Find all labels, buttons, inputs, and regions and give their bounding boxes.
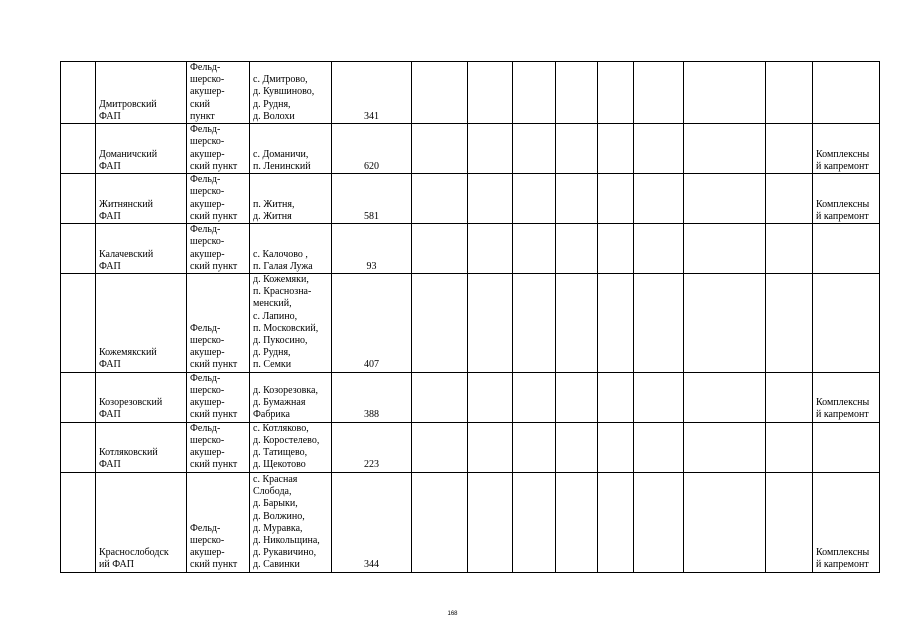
- empty-cell: [766, 124, 813, 174]
- empty-cell: [61, 274, 96, 373]
- empty-cell: [412, 174, 468, 224]
- table-row: [61, 472, 880, 572]
- note-cell: [813, 274, 880, 373]
- facility-name-cell: Доманичский ФАП: [96, 124, 187, 174]
- table-row: [61, 274, 880, 373]
- empty-cell: [556, 472, 598, 572]
- note-cell: [813, 62, 880, 124]
- note-cell: Комплексны й капремонт: [813, 372, 880, 422]
- facilities-table: [60, 61, 880, 573]
- empty-cell: [684, 372, 766, 422]
- empty-cell: [412, 62, 468, 124]
- empty-cell: [556, 422, 598, 472]
- empty-cell: [634, 62, 684, 124]
- empty-cell: [598, 372, 634, 422]
- population-cell: 407: [332, 274, 412, 373]
- facility-type-cell: Фельд- шерско- акушер- ский пункт: [187, 372, 250, 422]
- empty-cell: [468, 422, 513, 472]
- empty-cell: [598, 124, 634, 174]
- empty-cell: [766, 372, 813, 422]
- empty-cell: [468, 124, 513, 174]
- facility-type-cell: Фельд- шерско- акушер- ский пункт: [187, 274, 250, 373]
- settlements-cell: с. Доманичи, п. Ленинский: [250, 124, 332, 174]
- empty-cell: [598, 224, 634, 274]
- population-cell: 620: [332, 124, 412, 174]
- population-cell: 93: [332, 224, 412, 274]
- empty-cell: [513, 224, 556, 274]
- note-cell: Комплексны й капремонт: [813, 472, 880, 572]
- empty-cell: [634, 124, 684, 174]
- empty-cell: [598, 274, 634, 373]
- empty-cell: [598, 422, 634, 472]
- empty-cell: [556, 62, 598, 124]
- settlements-cell: д. Кожемяки, п. Краснозна- менский, с. Лапино, п. Московский, д. Пукосино, д. Рудня, п. Семки: [250, 274, 332, 373]
- facility-name-cell: Калачевский ФАП: [96, 224, 187, 274]
- empty-cell: [766, 422, 813, 472]
- empty-cell: [513, 124, 556, 174]
- empty-cell: [684, 62, 766, 124]
- table-row: [61, 372, 880, 422]
- facility-name-cell: Дмитровский ФАП: [96, 62, 187, 124]
- settlements-cell: с. Дмитрово, д. Кувшиново, д. Рудня, д. Волохи: [250, 62, 332, 124]
- empty-cell: [634, 224, 684, 274]
- empty-cell: [556, 224, 598, 274]
- settlements-cell: с. Котляково, д. Коростелево, д. Татищево, д. Щекотово: [250, 422, 332, 472]
- empty-cell: [61, 224, 96, 274]
- empty-cell: [598, 472, 634, 572]
- empty-cell: [598, 174, 634, 224]
- empty-cell: [412, 224, 468, 274]
- table-row: [61, 174, 880, 224]
- empty-cell: [766, 472, 813, 572]
- empty-cell: [61, 124, 96, 174]
- empty-cell: [766, 274, 813, 373]
- empty-cell: [513, 372, 556, 422]
- empty-cell: [513, 422, 556, 472]
- empty-cell: [412, 372, 468, 422]
- empty-cell: [556, 274, 598, 373]
- settlements-cell: п. Житня, д. Житня: [250, 174, 332, 224]
- empty-cell: [634, 472, 684, 572]
- empty-cell: [684, 472, 766, 572]
- table-row: [61, 422, 880, 472]
- empty-cell: [634, 372, 684, 422]
- empty-cell: [468, 224, 513, 274]
- facility-name-cell: Кожемякский ФАП: [96, 274, 187, 373]
- empty-cell: [468, 372, 513, 422]
- empty-cell: [598, 62, 634, 124]
- empty-cell: [61, 174, 96, 224]
- note-cell: [813, 422, 880, 472]
- facility-type-cell: Фельд- шерско- акушер- ский пункт: [187, 174, 250, 224]
- settlements-cell: д. Козорезовка, д. Бумажная Фабрика: [250, 372, 332, 422]
- empty-cell: [61, 472, 96, 572]
- empty-cell: [412, 422, 468, 472]
- population-cell: 388: [332, 372, 412, 422]
- empty-cell: [684, 174, 766, 224]
- empty-cell: [684, 224, 766, 274]
- page-number: 168: [447, 611, 458, 617]
- empty-cell: [412, 472, 468, 572]
- empty-cell: [556, 174, 598, 224]
- population-cell: 223: [332, 422, 412, 472]
- empty-cell: [634, 174, 684, 224]
- empty-cell: [556, 124, 598, 174]
- empty-cell: [556, 372, 598, 422]
- note-cell: Комплексны й капремонт: [813, 174, 880, 224]
- settlements-cell: с. Калочово , п. Галая Лужа: [250, 224, 332, 274]
- empty-cell: [513, 472, 556, 572]
- empty-cell: [634, 422, 684, 472]
- empty-cell: [766, 174, 813, 224]
- facility-type-cell: Фельд- шерско- акушер- ский пункт: [187, 422, 250, 472]
- empty-cell: [513, 274, 556, 373]
- empty-cell: [766, 62, 813, 124]
- empty-cell: [513, 174, 556, 224]
- empty-cell: [513, 62, 556, 124]
- facility-name-cell: Козорезовский ФАП: [96, 372, 187, 422]
- empty-cell: [684, 274, 766, 373]
- empty-cell: [468, 174, 513, 224]
- population-cell: 344: [332, 472, 412, 572]
- facility-type-cell: Фельд- шерско- акушер- ский пункт: [187, 124, 250, 174]
- facility-name-cell: Краснослободск ий ФАП: [96, 472, 187, 572]
- empty-cell: [634, 274, 684, 373]
- facility-type-cell: Фельд- шерско- акушер- ский пункт: [187, 472, 250, 572]
- facility-type-cell: Фельд- шерско- акушер- ский пункт: [187, 62, 250, 124]
- empty-cell: [61, 372, 96, 422]
- note-cell: Комплексны й капремонт: [813, 124, 880, 174]
- table-row: [61, 224, 880, 274]
- empty-cell: [468, 472, 513, 572]
- empty-cell: [61, 422, 96, 472]
- settlements-cell: с. Красная Слобода, д. Барыки, д. Волжино, д. Муравка, д. Никольщина, д. Рукавичино, д. Савинки: [250, 472, 332, 572]
- table-row: [61, 62, 880, 124]
- facility-name-cell: Житнянский ФАП: [96, 174, 187, 224]
- empty-cell: [684, 422, 766, 472]
- note-cell: [813, 224, 880, 274]
- facility-type-cell: Фельд- шерско- акушер- ский пункт: [187, 224, 250, 274]
- empty-cell: [412, 124, 468, 174]
- empty-cell: [684, 124, 766, 174]
- empty-cell: [468, 62, 513, 124]
- facility-name-cell: Котляковский ФАП: [96, 422, 187, 472]
- population-cell: 581: [332, 174, 412, 224]
- empty-cell: [61, 62, 96, 124]
- population-cell: 341: [332, 62, 412, 124]
- empty-cell: [766, 224, 813, 274]
- empty-cell: [468, 274, 513, 373]
- table-row: [61, 124, 880, 174]
- empty-cell: [412, 274, 468, 373]
